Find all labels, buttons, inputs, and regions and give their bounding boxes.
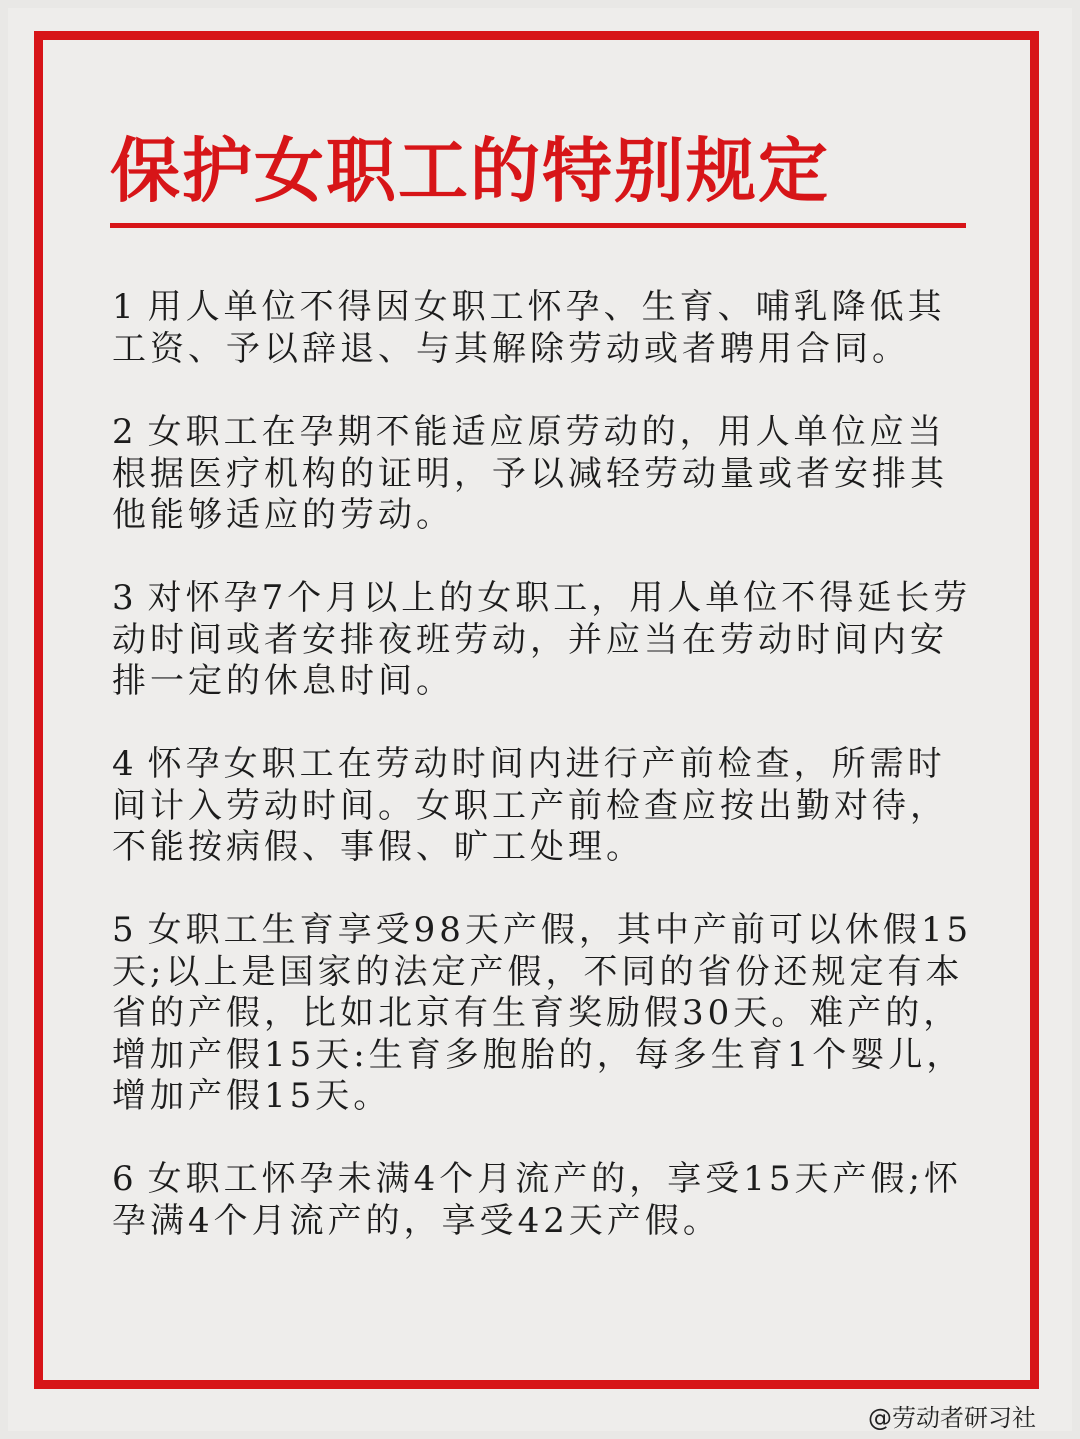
item-text: 女职工怀孕未满4个月流产的，享受15天产假;怀孕满4个月流产的，享受42天产假。: [112, 1159, 962, 1241]
list-item: [112, 412, 982, 537]
list-item: [112, 910, 982, 1118]
item-text: 对怀孕7个月以上的女职工，用人单位不得延长劳动时间或者安排夜班劳动，并应当在劳动时间内安排一定的休息时间。: [112, 578, 972, 701]
item-text: 用人单位不得因女职工怀孕、生育、哺乳降低其工资、予以辞退、与其解除劳动或者聘用合同。: [112, 287, 946, 369]
item-text: 女职工生育享受98天产假，其中产前可以休假15天;以上是国家的法定产假，不同的省份还规定有本省的产假，比如北京有生育奖励假30天。难产的，增加产假15天:生育多胞胎的，每多生育1个婴儿，增加产假15天。: [112, 910, 973, 1116]
title-underline: [110, 223, 966, 228]
item-number: 1: [112, 287, 138, 327]
page-title: 保护女职工的特别规定: [110, 130, 830, 212]
item-number: 5: [112, 910, 138, 950]
list-item: [112, 1159, 982, 1242]
item-text: 怀孕女职工在劳动时间内进行产前检查，所需时间计入劳动时间。女职工产前检查应按出勤对待，不能按病假、事假、旷工处理。: [112, 744, 948, 867]
item-number: 6: [112, 1159, 138, 1199]
list-item: [112, 578, 982, 703]
item-number: 3: [112, 578, 138, 618]
item-number: 2: [112, 412, 138, 452]
list-item: [112, 287, 982, 370]
author-credit: @劳动者研习社: [868, 1404, 1036, 1432]
item-text: 女职工在孕期不能适应原劳动的，用人单位应当根据医疗机构的证明，予以减轻劳动量或者安排其他能够适应的劳动。: [112, 412, 948, 535]
item-number: 4: [112, 744, 138, 784]
list-item: [112, 744, 982, 869]
